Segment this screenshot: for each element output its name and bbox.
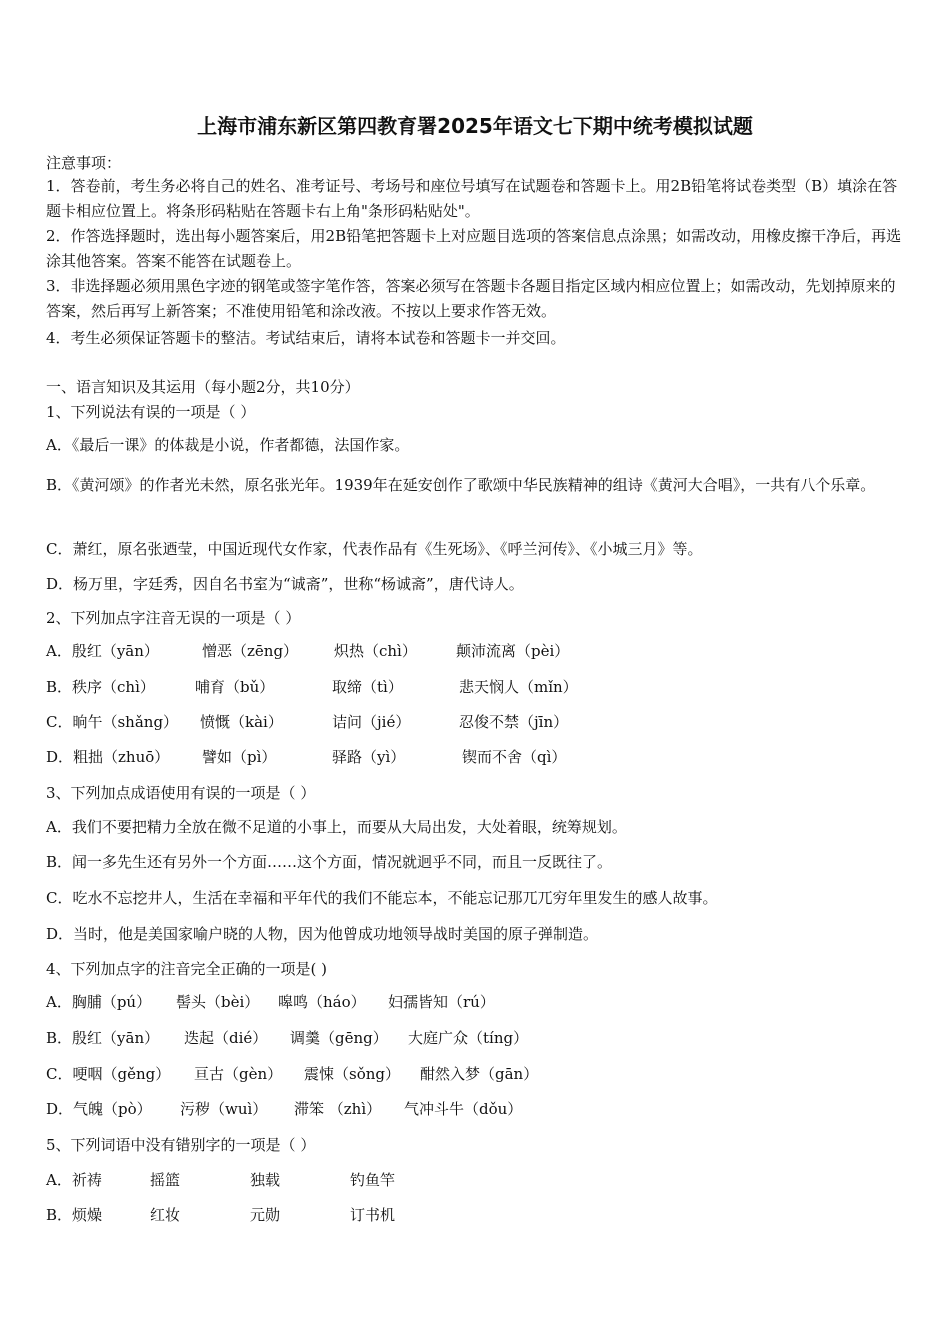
- notice-heading: 注意事项：: [46, 154, 122, 172]
- option-item: 红妆: [150, 1206, 181, 1224]
- question-3-option-d: D．当时，他是美国家喻户晓的人物，因为他曾成功地领导战时美国的原子弹制造。: [46, 925, 599, 943]
- option-item: 震悚（sǒng）: [304, 1065, 400, 1083]
- question-1-option-c: C．萧红，原名张迺莹，中国近现代女作家，代表作品有《生死场》、《呼兰河传》、《小城三月》等。: [46, 540, 703, 558]
- option-item: 憎恶（zēng）: [202, 642, 299, 660]
- option-item: A．殷红（yān）: [46, 642, 159, 660]
- option-item: 驿路（yì）: [332, 748, 406, 766]
- option-item: 哺育（bǔ）: [195, 678, 275, 696]
- option-item: 污秽（wuì）: [180, 1100, 268, 1118]
- notice-item-2: 2．作答选择题时，选出每小题答案后，用2B铅笔把答题卡上对应题目选项的答案信息点涂黑；如需改动，用橡皮擦干净后，再选涂其他答案。答案不能答在试题卷上。: [46, 227, 902, 270]
- option-item: 悲天悯人（mǐn）: [459, 678, 578, 696]
- option-item: B．烦燥: [46, 1206, 103, 1224]
- option-item: 譬如（pì）: [202, 748, 277, 766]
- question-2-stem: 2、下列加点字注音无误的一项是（ ）: [46, 609, 301, 627]
- option-item: A．祈祷: [46, 1171, 102, 1189]
- question-1-stem: 1、下列说法有误的一项是（ ）: [46, 403, 256, 421]
- notice-item-1: 1．答卷前，考生务必将自己的姓名、准考证号、考场号和座位号填写在试题卷和答题卡上。用2B铅笔将试卷类型（B）填涂在答题卡相应位置上。将条形码粘贴在答题卡右上角"条形码粘贴处"。: [46, 177, 898, 220]
- option-item: C．晌午（shǎng）: [46, 713, 179, 731]
- option-item: 钓鱼竿: [350, 1171, 396, 1189]
- option-item: 取缔（tì）: [332, 678, 403, 696]
- option-item: 大庭广众（tíng）: [408, 1029, 529, 1047]
- option-item: 迭起（dié）: [184, 1029, 268, 1047]
- option-item: 独载: [250, 1171, 281, 1189]
- question-1-option-b: B．《黄河颂》的作者光未然，原名张光年。1939年在延安创作了歌颂中华民族精神的组诗《黄河大合唱》，一共有八个乐章。: [46, 476, 876, 494]
- notice-item-3: 3．非选择题必须用黑色字迹的钢笔或签字笔作答，答案必须写在答题卡各题目指定区域内相应位置上；如需改动，先划掉原来的答案，然后再写上新答案；不准使用铅笔和涂改液。不按以上要求作答无效。: [46, 277, 896, 320]
- option-item: A．胸脯（pú）: [46, 993, 152, 1011]
- option-item: D．粗拙（zhuō）: [46, 748, 170, 766]
- option-item: 炽热（chì）: [334, 642, 417, 660]
- option-item: 调羹（gēng）: [290, 1029, 388, 1047]
- option-item: 订书机: [350, 1206, 396, 1224]
- question-3-option-c: C．吃水不忘挖井人，生活在幸福和平年代的我们不能忘本，不能忘记那兀兀穷年里发生的感人故事。: [46, 889, 718, 907]
- option-item: 愤慨（kài）: [200, 713, 283, 731]
- option-item: 忍俊不禁（jīn）: [459, 713, 569, 731]
- option-item: 酣然入梦（gān）: [420, 1065, 539, 1083]
- option-item: 妇孺皆知（rú）: [388, 993, 495, 1011]
- question-3-stem: 3、下列加点成语使用有误的一项是（ ）: [46, 784, 316, 802]
- page-title: 上海市浦东新区第四教育署2025年语文七下期中统考模拟试题: [197, 114, 753, 138]
- option-item: C．哽咽（gěng）: [46, 1065, 171, 1083]
- option-item: B．秩序（chì）: [46, 678, 155, 696]
- question-1-option-a: A．《最后一课》的体裁是小说，作者都德，法国作家。: [46, 436, 410, 454]
- notice-item-4: 4．考生必须保证答题卡的整洁。考试结束后，请将本试卷和答题卡一并交回。: [46, 329, 566, 347]
- option-item: 元勋: [250, 1206, 281, 1224]
- option-item: 髻头（bèi）: [176, 993, 260, 1011]
- question-5-stem: 5、下列词语中没有错别字的一项是（ ）: [46, 1136, 316, 1154]
- question-3-option-b: B．闻一多先生还有另外一个方面……这个方面，情况就迥乎不同，而且一反既往了。: [46, 853, 613, 871]
- option-item: 滞笨 （zhì）: [294, 1100, 382, 1118]
- option-item: 亘古（gèn）: [194, 1065, 283, 1083]
- option-item: 颠沛流离（pèi）: [456, 642, 570, 660]
- question-1-option-d: D．杨万里，字廷秀，因自名书室为“诚斋”，世称“杨诚斋”，唐代诗人。: [46, 575, 524, 593]
- option-item: 诘问（jié）: [332, 713, 411, 731]
- option-item: 锲而不舍（qì）: [462, 748, 567, 766]
- question-3-option-a: A．我们不要把精力全放在微不足道的小事上，而要从大局出发，大处着眼，统筹规划。: [46, 818, 627, 836]
- section-heading: 一、语言知识及其运用（每小题2分，共10分）: [46, 378, 360, 396]
- option-item: 摇篮: [150, 1171, 181, 1189]
- option-item: D．气魄（pò）: [46, 1100, 152, 1118]
- option-item: 嗥鸣（háo）: [278, 993, 366, 1011]
- question-4-stem: 4、下列加点字的注音完全正确的一项是( ): [46, 960, 328, 978]
- option-item: B．殷红（yān）: [46, 1029, 160, 1047]
- option-item: 气冲斗牛（dǒu）: [404, 1100, 523, 1118]
